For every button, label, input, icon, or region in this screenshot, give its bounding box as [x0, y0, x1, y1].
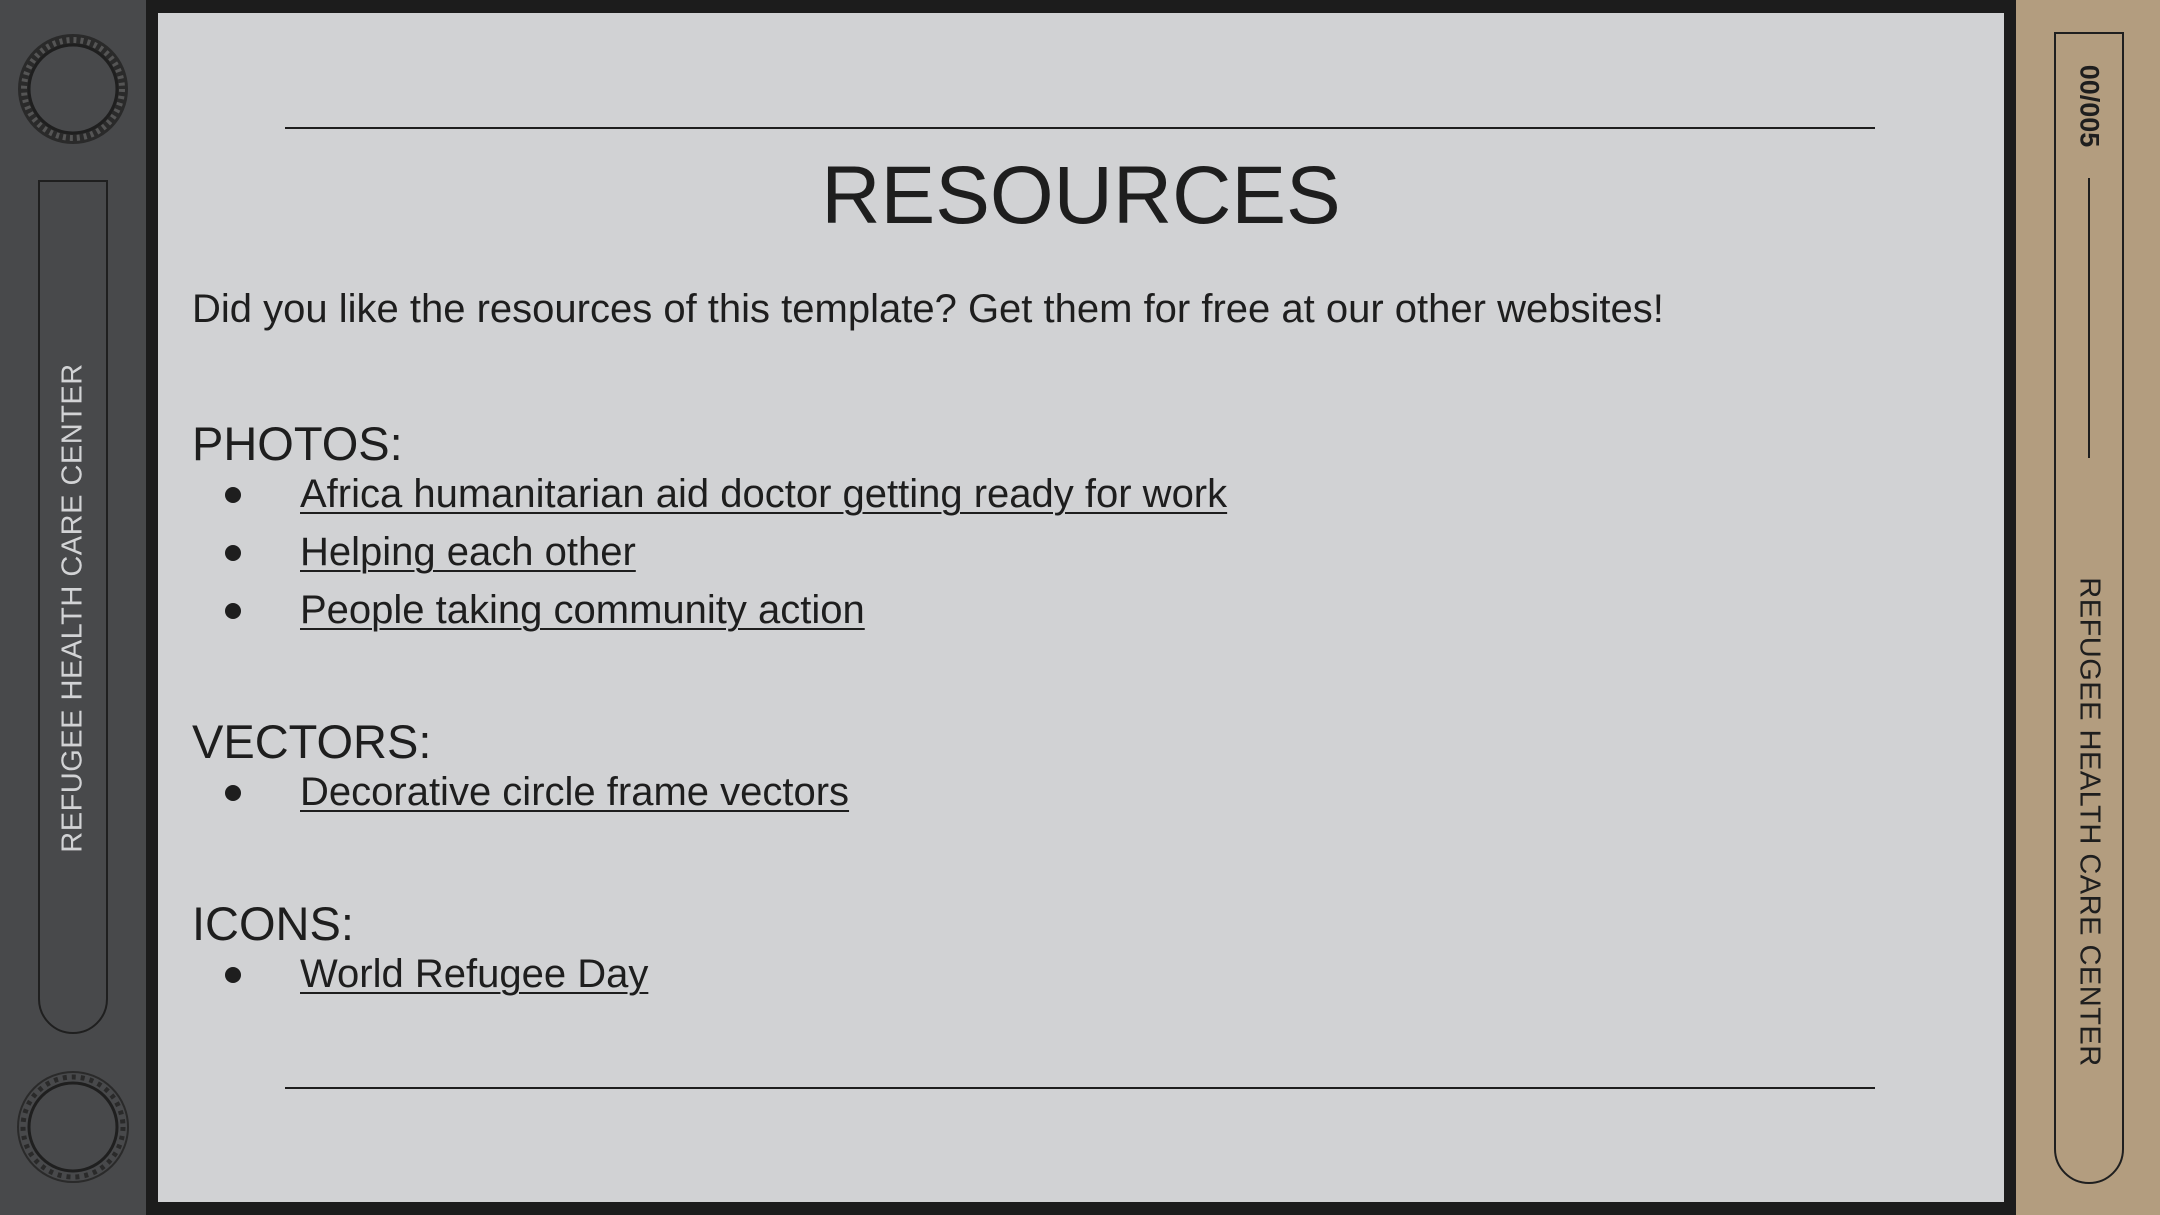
bullet-icon: [225, 487, 241, 503]
right-divider: [2088, 178, 2090, 458]
resource-link[interactable]: World Refugee Day: [300, 952, 649, 996]
right-vertical-label: REFUGEE HEALTH CARE CENTER: [2073, 577, 2106, 1067]
left-sidebar: [0, 0, 146, 1215]
bullet-icon: [225, 545, 241, 561]
resource-link[interactable]: Africa humanitarian aid doctor getting ready for work: [300, 472, 1228, 516]
right-sidebar: [2016, 0, 2160, 1215]
bullet-icon: [225, 785, 241, 801]
top-rule: [285, 127, 1875, 129]
section-heading-photos: PHOTOS:: [192, 417, 403, 470]
resource-link[interactable]: Decorative circle frame vectors: [300, 770, 850, 814]
left-vertical-label: REFUGEE HEALTH CARE CENTER: [56, 363, 89, 853]
bullet-icon: [225, 603, 241, 619]
bottom-rule: [285, 1087, 1875, 1089]
slide-content: [158, 13, 2004, 1202]
page-counter: 00/005: [2074, 64, 2105, 148]
resource-link[interactable]: Helping each other: [300, 530, 636, 574]
section-heading-vectors: VECTORS:: [192, 715, 432, 768]
decorative-ring-icon: [14, 30, 132, 148]
slide-title: RESOURCES: [821, 150, 1341, 241]
bullet-icon: [225, 967, 241, 983]
resource-link[interactable]: People taking community action: [300, 588, 865, 632]
section-heading-icons: ICONS:: [192, 897, 354, 950]
intro-text: Did you like the resources of this template? Get them for free at our other websites!: [192, 287, 1664, 331]
decorative-ring-icon: [14, 1068, 132, 1186]
